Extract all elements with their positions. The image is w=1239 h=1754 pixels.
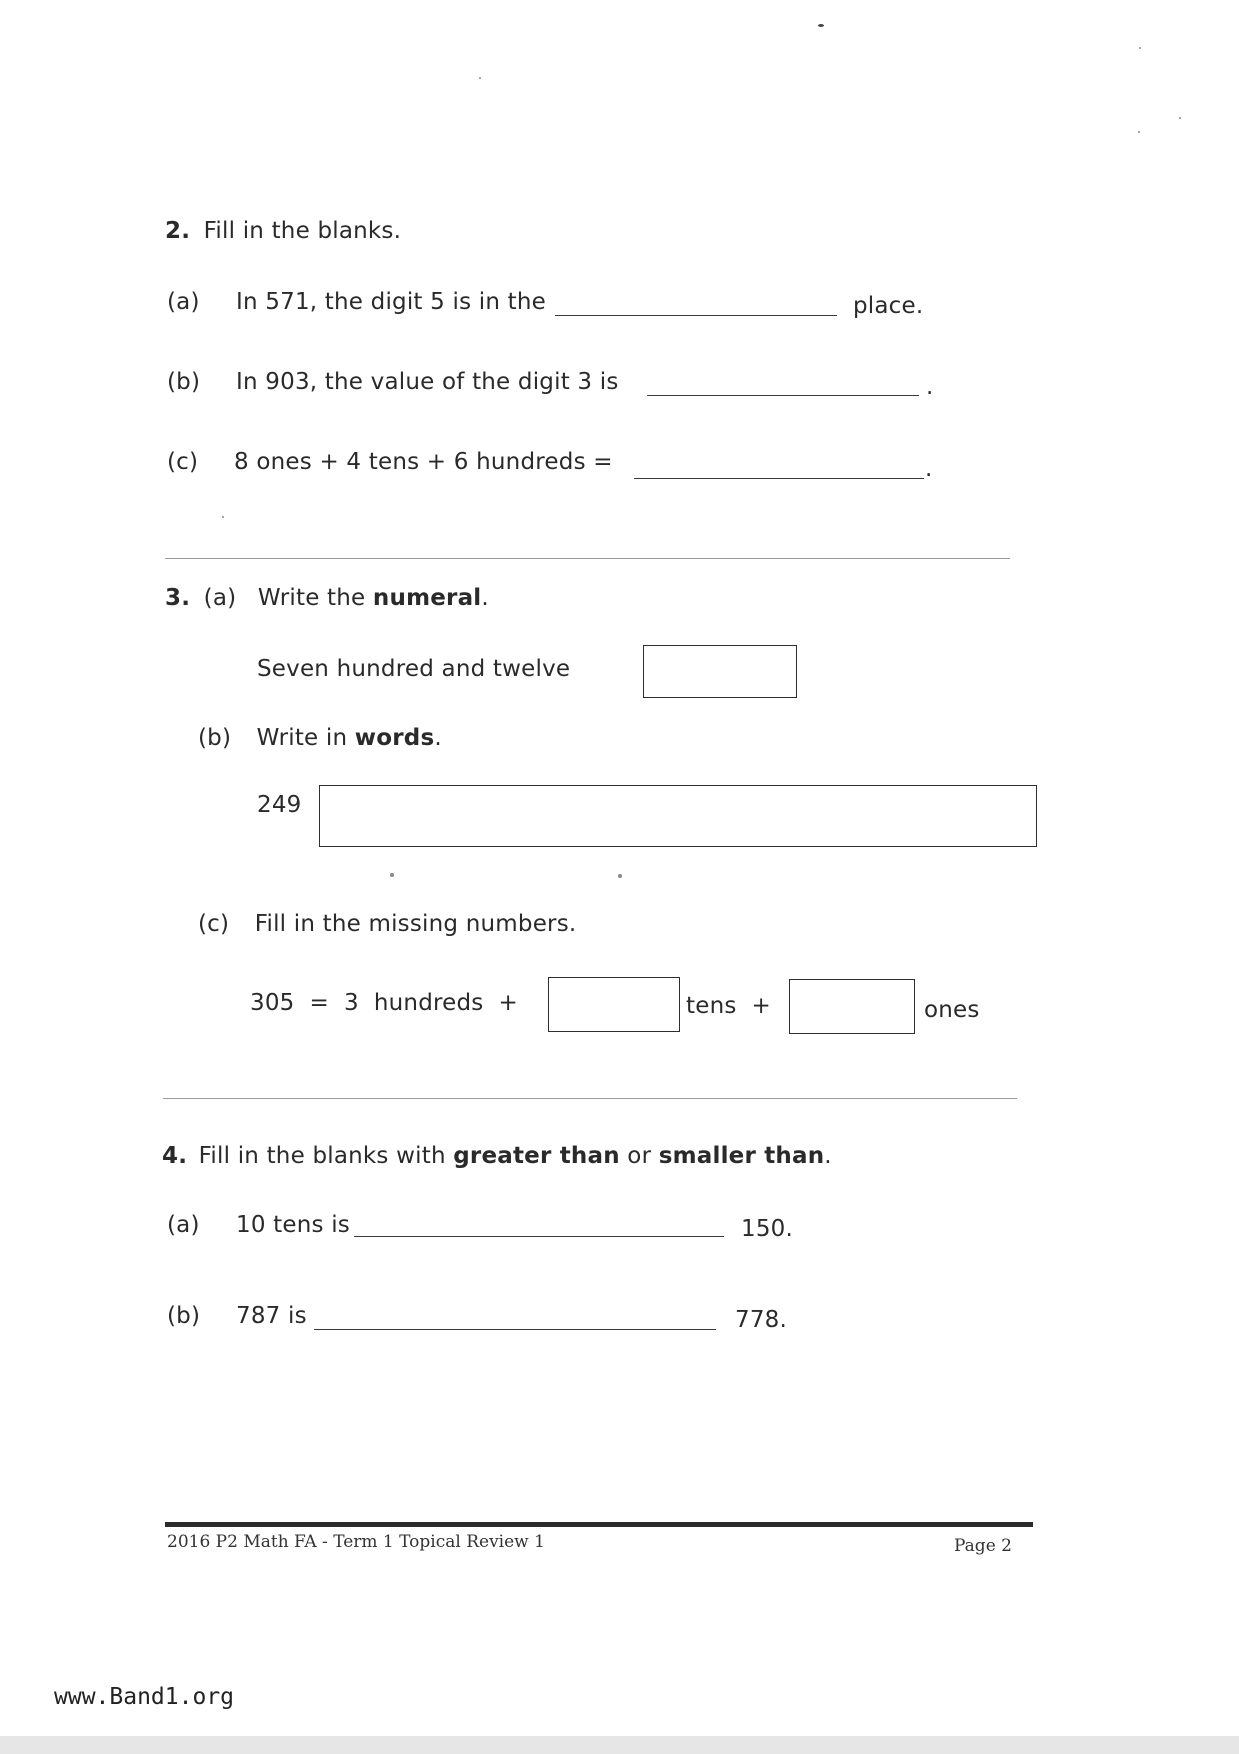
q4-title-post: . [824,1143,832,1169]
footer-rule [165,1522,1033,1527]
q4a-text: 10 tens is [236,1212,350,1238]
section-divider [165,558,1010,559]
q4-bold-greater: greater than [453,1143,620,1169]
q3c-tens-label: tens + [686,993,772,1019]
footer-title: 2016 P2 Math FA - Term 1 Topical Review 1 [167,1532,545,1552]
q3a-text-pre: Write the [257,585,373,611]
speck [1138,131,1140,133]
q3b-prompt: 249 [257,792,302,818]
q4a-label: (a) [167,1212,200,1238]
q3c-heading [198,911,576,937]
speck [618,874,622,878]
q2a-after: place. [853,293,924,319]
q2b-answer-blank[interactable] [647,395,919,396]
q4-number: 4. [162,1143,188,1169]
speck [1139,47,1141,49]
q3c-tens-box[interactable] [548,977,680,1032]
q3b-text-bold: words [354,725,435,751]
q3-number: 3. [165,585,191,611]
q2a-answer-blank[interactable] [555,315,837,316]
q2b-label: (b) [167,369,201,395]
q4-bold-smaller: smaller than [658,1143,825,1169]
q3a-text-post: . [481,585,489,611]
page-number: Page 2 [954,1536,1012,1556]
q4a-answer-blank[interactable] [354,1236,724,1237]
q3c-equation-left: 305 = 3 hundreds + [250,990,518,1016]
q3b-text-pre: Write in [256,725,355,751]
q2a-text: In 571, the digit 5 is in the [236,289,547,315]
q3a-label: (a) [203,585,237,611]
scan-edge [0,1736,1239,1754]
q2b-text: In 903, the value of the digit 3 is [236,369,619,395]
speck [479,77,481,79]
q4a-after: 150. [741,1216,794,1242]
q4b-label: (b) [167,1303,201,1329]
watermark: www.Band1.org [54,1684,235,1710]
section-divider [163,1098,1017,1099]
q3b-heading [198,725,442,751]
q4b-answer-blank[interactable] [314,1329,716,1330]
q3c-ones-box[interactable] [789,979,915,1034]
q2c-answer-blank[interactable] [634,478,924,479]
speck [1179,117,1181,119]
speck [222,516,224,518]
speck [390,873,394,877]
q4-title-mid: or [619,1143,659,1169]
q4b-after: 778. [735,1307,788,1333]
q3a-prompt: Seven hundred and twelve [257,656,571,682]
q3b-words-box[interactable] [319,785,1037,847]
q2-number: 2. [165,218,191,244]
q3b-text-post: . [434,725,442,751]
q3c-text: Fill in the missing numbers. [254,911,577,937]
q3c-ones-label: ones [924,997,980,1023]
q4b-text: 787 is [236,1303,307,1329]
speck [818,24,824,27]
q2c-text: 8 ones + 4 tens + 6 hundreds = [234,449,613,475]
q3c-label: (c) [198,911,230,937]
q4-heading [162,1143,832,1169]
q2c-after: . [925,456,933,482]
q3a-numeral-box[interactable] [643,645,797,698]
q3b-label: (b) [198,725,232,751]
q2c-label: (c) [167,449,199,475]
q2a-label: (a) [167,289,200,315]
q2b-after: . [926,374,934,400]
q3a-heading [165,585,489,611]
q4-title-pre: Fill in the blanks with [198,1143,454,1169]
q2-title: Fill in the blanks. [203,218,402,244]
q2-heading [165,218,401,244]
q3a-text-bold: numeral [372,585,482,611]
